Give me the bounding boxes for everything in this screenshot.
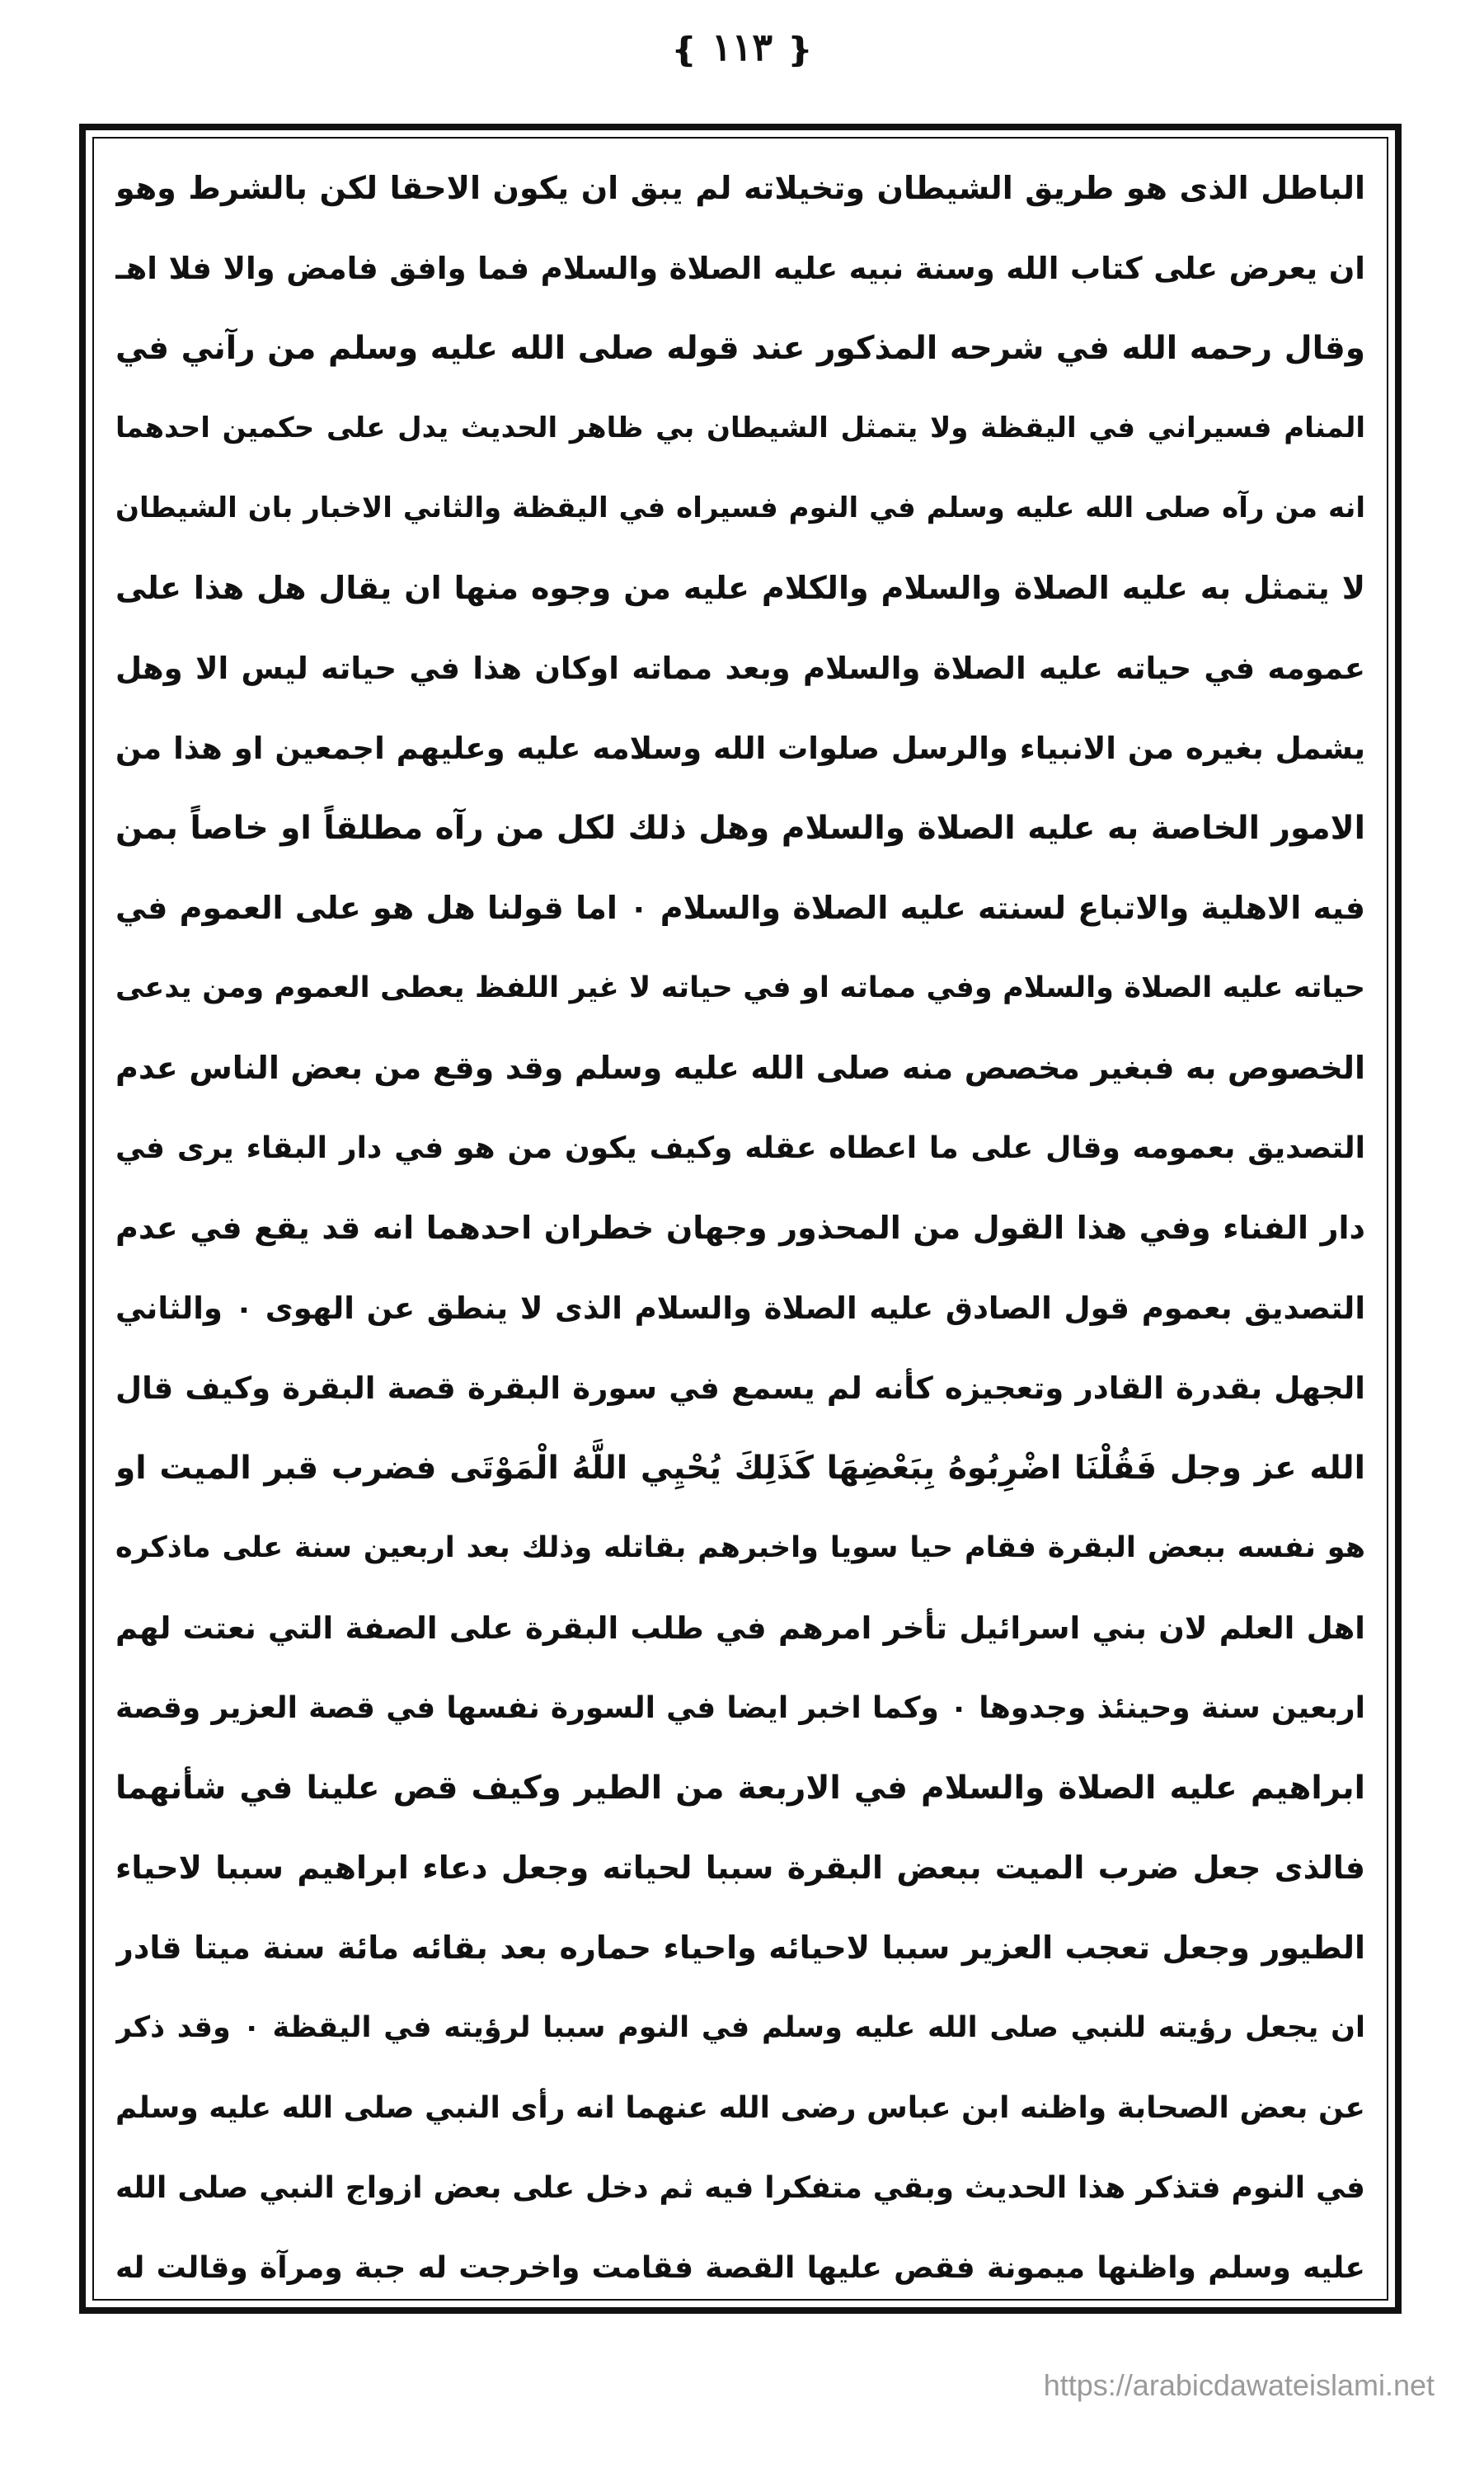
text-line: فيه الاهلية والاتباع لسنته عليه الصلاة والسلام ٠ اما قولنا هل هو على العموم في — [115, 890, 1365, 926]
text-line: ابراهيم عليه الصلاة والسلام في الاربعة من الطير وكيف قص علينا في شأنهما — [115, 1770, 1365, 1807]
text-line: انه من رآه صلى الله عليه وسلم في النوم فسيراه في اليقظة والثاني الاخبار بان الشيطان — [115, 491, 1365, 524]
text-line: عليه وسلم واظنها ميمونة فقص عليها القصة فقامت واخرجت له جبة ومرآة وقالت له — [115, 2251, 1365, 2285]
text-line: دار الفناء وفي هذا القول من المحذور وجهان خطران احدهما انه قد يقع في عدم — [115, 1210, 1365, 1246]
page-number-text: ١١٣ — [711, 25, 773, 69]
text-line: فالذى جعل ضرب الميت ببعض البقرة سببا لحياته وجعل دعاء ابراهيم سببا لاحياء — [115, 1850, 1365, 1886]
text-line: الجهل بقدرة القادر وتعجيزه كأنه لم يسمع في سورة البقرة قصة البقرة وكيف قال — [115, 1370, 1365, 1406]
text-line: الخصوص به فبغير مخصص منه صلى الله عليه وسلم وقد وقع من بعض الناس عدم — [115, 1050, 1365, 1086]
text-line: ان يعرض على كتاب الله وسنة نبيه عليه الصلاة والسلام فما وافق فامض والا فلا اهـ — [115, 251, 1365, 286]
text-line: عمومه في حياته عليه الصلاة والسلام وبعد مماته اوكان هذا في حياته ليس الا وهل — [115, 651, 1365, 686]
text-line: في النوم فتذكر هذا الحديث وبقي متفكرا فيه ثم دخل على بعض ازواج النبي صلى الله — [115, 2171, 1365, 2205]
ornament-right-icon: ❵ — [786, 31, 814, 69]
text-line: اهل العلم لان بني اسرائيل تأخر امرهم في طلب البقرة على الصفة التي نعتت لهم — [115, 1610, 1365, 1646]
text-body — [115, 148, 1365, 2308]
text-line: هو نفسه ببعض البقرة فقام حيا سويا واخبرهم بقاتله وذلك بعد اربعين سنة على ماذكره — [115, 1531, 1365, 1564]
text-line: الله عز وجل فَقُلْنَا اضْرِبُوهُ بِبَعْضِهَا كَذَلِكَ يُحْيِي اللَّهُ الْمَوْتَى فضرب قبر الميت او — [115, 1450, 1365, 1487]
text-line: اربعين سنة وحينئذ وجدوها ٠ وكما اخبر ايضا في السورة نفسها في قصة العزير وقصة — [115, 1691, 1365, 1725]
text-line: الامور الخاصة به عليه الصلاة والسلام وهل ذلك لكل من رآه مطلقاً او خاصاً بمن — [115, 810, 1365, 847]
text-line: المنام فسيراني في اليقظة ولا يتمثل الشيطان بي ظاهر الحديث يدل على حكمين احدهما — [115, 411, 1365, 444]
page-number — [0, 18, 1484, 79]
text-line: يشمل بغيره من الانبياء والرسل صلوات الله وسلامه عليه وعليهم اجمعين او هذا من — [115, 731, 1365, 766]
text-line: وقال رحمه الله في شرحه المذكور عند قوله صلى الله عليه وسلم من رآني في — [115, 330, 1365, 367]
text-line: الطيور وجعل تعجب العزير سببا لاحيائه واحياء حماره بعد بقائه مائة سنة ميتا قادر — [115, 1930, 1365, 1966]
text-line: حياته عليه الصلاة والسلام وفي مماته او في حياته لا غير اللفظ يعطى العموم ومن يدعى — [115, 971, 1365, 1004]
ornament-left-icon: ❴ — [670, 31, 698, 69]
text-line: عن بعض الصحابة واظنه ابن عباس رضى الله عنهما انه رأى النبي صلى الله عليه وسلم — [115, 2091, 1365, 2125]
text-line: ان يجعل رؤيته للنبي صلى الله عليه وسلم في النوم سببا لرؤيته في اليقظة ٠ وقد ذكر — [115, 2011, 1365, 2044]
text-line: التصديق بعموم قول الصادق عليه الصلاة والسلام الذى لا ينطق عن الهوى ٠ والثاني — [115, 1290, 1365, 1326]
text-line: الباطل الذى هو طريق الشيطان وتخيلاته لم يبق ان يكون الاحقا لكن بالشرط وهو — [115, 170, 1365, 206]
text-line: التصديق بعمومه وقال على ما اعطاه عقله وكيف يكون من هو في دار البقاء يرى في — [115, 1131, 1365, 1165]
text-line: لا يتمثل به عليه الصلاة والسلام والكلام عليه من وجوه منها ان يقال هل هذا على — [115, 570, 1365, 606]
text-frame — [79, 124, 1402, 2314]
watermark-url: https://arabicdawateislami.net — [1043, 2368, 1435, 2402]
